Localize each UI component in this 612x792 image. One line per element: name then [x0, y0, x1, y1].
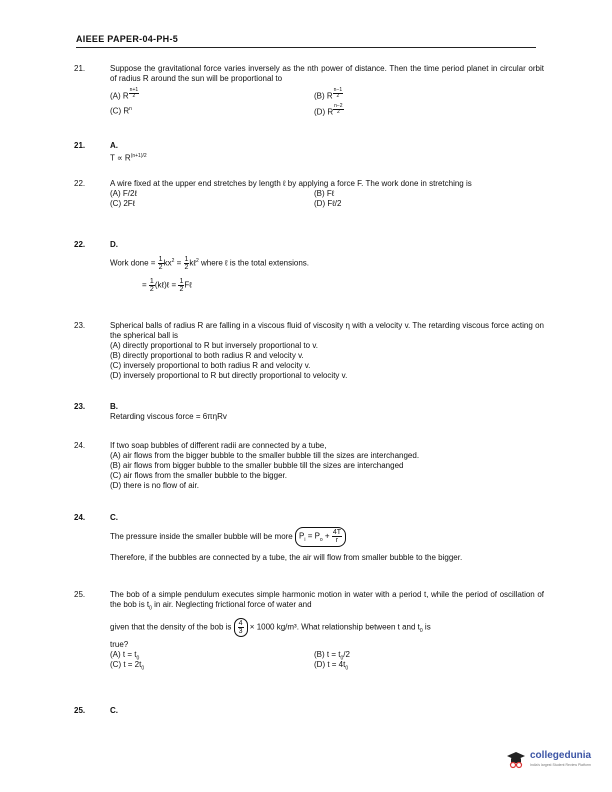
option-d: (D) $t = 4t_0$	[314, 659, 349, 672]
option-d: (D) Fℓ/2	[314, 199, 342, 208]
option-b: (B) R $^{\frac{n-1}{2}}$	[314, 87, 343, 101]
question-tail: true?	[110, 639, 129, 649]
answer-number: 25.	[74, 706, 86, 715]
header-divider	[76, 47, 536, 48]
answer-explanation: Retarding viscous force = 6πηRv	[110, 412, 227, 421]
question-number: 23.	[74, 321, 86, 330]
answer-key: B.	[110, 402, 118, 411]
option-c: (C) $R^n$	[110, 106, 132, 116]
option-c: (C) $t = 2t_0$	[110, 659, 145, 672]
option-b: (B) Fℓ	[314, 189, 335, 198]
question-text: Suppose the gravitational force varies inversely as the nth power of distance. Then the time period planet in circular orbit of radius R around the sun will be proportional to	[110, 64, 544, 83]
option-c: (C) 2Fℓ	[110, 199, 136, 208]
answer-key: A.	[110, 141, 118, 150]
work-formula-line-1: Work done = $\frac{1}{2}$ $kx^2$ = $\frac{1}{2}$ kℓ$^2$ where ℓ is the total extensions.	[110, 256, 309, 272]
option-b: (B) air flows from bigger bubble to the smaller bubble till the sizes are interchanged	[110, 461, 404, 470]
answer-key: C.	[110, 513, 118, 522]
option-b: (B) $t = t_0/2$	[314, 649, 350, 662]
option-a: (A) R $^{\frac{n+1}{2}}$	[110, 87, 139, 101]
option-d: (D) R $^{\frac{n-2}{2}}$	[314, 103, 343, 117]
density-line: given that the density of the bob is $\frac{4}{3}$ × 1000 kg/m³. What relationship between t and $t_0$ is	[110, 619, 431, 635]
brand-name: collegedunia	[530, 750, 592, 761]
question-number: 22.	[74, 179, 86, 188]
option-a: (A) air flows from the bigger bubble to the smaller bubble till the sizes are interchanged.	[110, 451, 420, 460]
collegedunia-logo	[506, 746, 602, 776]
question-number: 25.	[74, 590, 86, 599]
question-number: 24.	[74, 441, 86, 450]
question-text: If two soap bubbles of different radii are connected by a tube,	[110, 441, 327, 450]
answer-number: 24.	[74, 513, 86, 522]
answer-key: D.	[110, 240, 118, 249]
option-a: (A) directly proportional to R but inversely proportional to v.	[110, 341, 318, 350]
answer-number: 23.	[74, 402, 86, 411]
question-text: A wire fixed at the upper end stretches by length ℓ by applying a force F. The work done in stretching is	[110, 179, 472, 188]
option-a: (A) F/2ℓ	[110, 189, 138, 198]
question-text: Spherical balls of radius R are falling in a viscous fluid of viscosity η with a velocity v. The retarding viscous force acting on the spherical ball is	[110, 321, 544, 340]
answer-explanation: Therefore, if the bubbles are connected by a tube, the air will flow from smaller bubble to the bigger.	[110, 553, 463, 562]
question-text: The bob of a simple pendulum executes simple harmonic motion in water with a period t, while the period of oscillation of the bob is $t_0$ in air. Neglecting frictional force of water and	[110, 590, 544, 612]
answer-number: 22.	[74, 240, 86, 249]
option-d: (D) inversely proportional to R but directly proportional to velocity v.	[110, 371, 348, 380]
pressure-formula: $P_i = P_o$ + $\frac{4T}{r}$	[295, 527, 346, 547]
pressure-line: The pressure inside the smaller bubble will be more $P_i = P_o$ + $\frac{4T}{r}$	[110, 527, 544, 553]
option-a: (A) $t = t_0$	[110, 649, 140, 662]
option-b: (B) directly proportional to both radius R and velocity v.	[110, 351, 304, 360]
option-c: (C) air flows from the smaller bubble to the bigger.	[110, 471, 287, 480]
question-number: 21.	[74, 64, 86, 73]
option-d: (D) there is no flow of air.	[110, 481, 199, 490]
work-formula-line-2: = $\frac{1}{2}$ (kℓ)ℓ = $\frac{1}{2}$ Fℓ	[142, 278, 192, 293]
page-header-title: AIEEE PAPER-04-PH-5	[76, 34, 179, 44]
option-c: (C) inversely proportional to both radius R and velocity v.	[110, 361, 311, 370]
answer-explanation: $T \propto R^{(n+1)/2}$	[110, 153, 147, 163]
answer-number: 21.	[74, 141, 86, 150]
answer-key: C.	[110, 706, 118, 715]
brand-tagline: India's largest Student Review Platform	[530, 763, 591, 767]
graduation-cap-icon	[506, 750, 526, 770]
